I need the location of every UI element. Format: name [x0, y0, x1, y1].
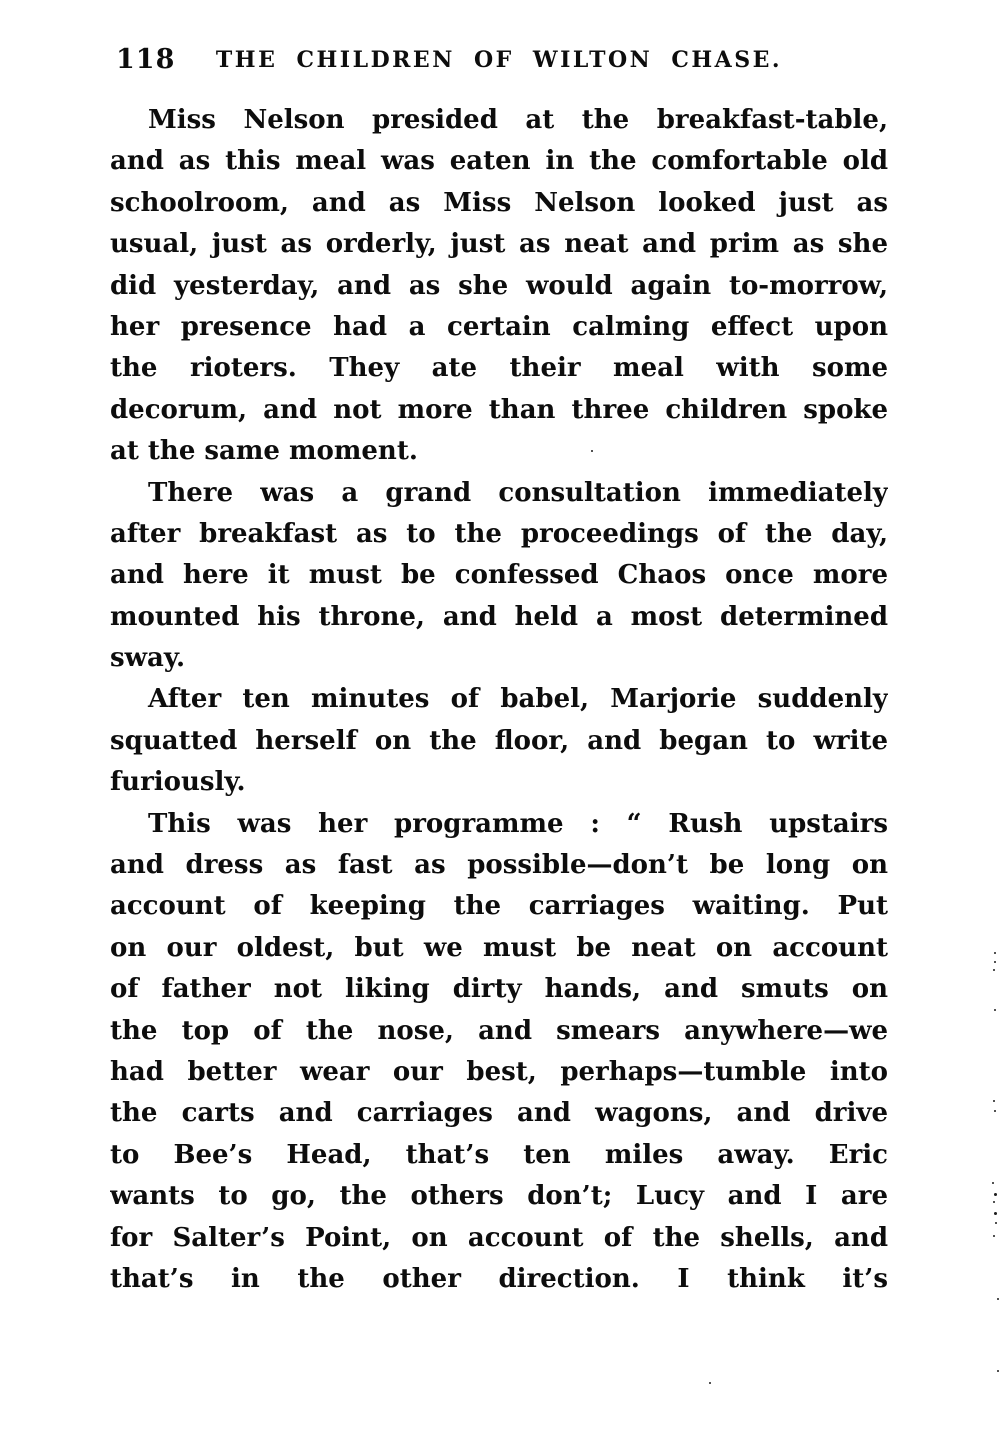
scan-speck — [994, 952, 996, 954]
scan-speck — [994, 1193, 997, 1196]
text-line: schoolroom, and as Miss Nelson looked just as — [110, 187, 888, 218]
text-line: to Bee’s Head, that’s ten miles away. Eric — [110, 1139, 888, 1170]
text-line: had better wear our best, perhaps—tumble into — [110, 1056, 888, 1087]
text-line: Miss Nelson presided at the breakfast-table, — [148, 105, 888, 135]
scan-speck — [709, 1382, 711, 1384]
scan-speck — [993, 1201, 995, 1203]
text-line: did yesterday, and as she would again to-morrow, — [110, 270, 888, 301]
scan-speck — [994, 1212, 997, 1215]
text-line: the rioters. They ate their meal with some — [110, 353, 888, 384]
text-line: after breakfast as to the proceedings of the day, — [110, 518, 888, 549]
text-line: decorum, and not more than three children spoke — [110, 394, 888, 425]
scan-speck — [992, 1182, 994, 1184]
scan-speck — [993, 1235, 995, 1237]
page-header — [110, 44, 888, 78]
text-line: wants to go, the others don’t; Lucy and I are — [110, 1181, 888, 1212]
body-text — [110, 100, 888, 1300]
scan-speck — [994, 1009, 996, 1011]
text-line: usual, just as orderly, just as neat and prim as she — [110, 229, 888, 260]
text-line: This was her programme : “ Rush upstairs — [148, 808, 888, 839]
text-line: her presence had a certain calming effect upon — [110, 311, 888, 342]
text-line: After ten minutes of babel, Marjorie suddenly — [148, 684, 888, 715]
running-title: THE CHILDREN OF WILTON CHASE. — [215, 47, 783, 73]
text-line: sway. — [110, 643, 186, 674]
text-line: for Salter’s Point, on account of the shells, and — [110, 1222, 888, 1253]
text-line: the top of the nose, and smears anywhere—we — [110, 1015, 888, 1046]
scan-speck — [997, 1370, 999, 1372]
scan-speck — [994, 961, 996, 963]
text-line: of father not liking dirty hands, and smuts on — [110, 974, 888, 1005]
scan-speck — [591, 450, 593, 452]
scan-speck — [997, 1298, 999, 1300]
page-number: 118 — [116, 44, 176, 75]
text-line: account of keeping the carriages waiting. Put — [110, 891, 888, 922]
scan-speck — [995, 1222, 997, 1224]
text-line: that’s in the other direction. I think it’s — [110, 1263, 888, 1294]
text-line: There was a grand consultation immediately — [148, 477, 888, 508]
text-line: squatted herself on the floor, and began to write — [110, 725, 888, 756]
scan-speck — [994, 1110, 996, 1112]
text-line: and as this meal was eaten in the comfortable old — [110, 146, 888, 177]
text-line: and here it must be confessed Chaos once more — [110, 560, 888, 591]
scan-speck — [993, 969, 995, 971]
text-line: at the same moment. — [110, 436, 418, 467]
text-line: furiously. — [110, 767, 246, 798]
text-line: and dress as fast as possible—don’t be long on — [110, 850, 888, 881]
text-line: mounted his throne, and held a most determined — [110, 601, 888, 632]
text-line: on our oldest, but we must be neat on account — [110, 932, 888, 963]
scan-speck — [993, 1100, 995, 1102]
text-line: the carts and carriages and wagons, and drive — [110, 1098, 888, 1129]
